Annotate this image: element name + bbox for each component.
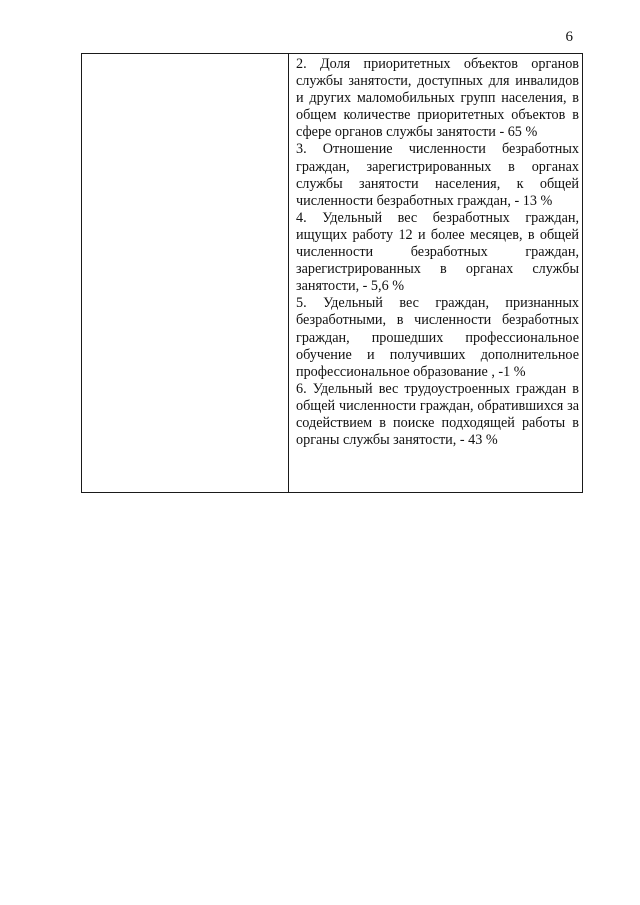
indicators-table [81, 53, 583, 493]
table-row [82, 54, 583, 493]
left-cell [82, 54, 289, 493]
indicator-list [289, 54, 582, 449]
page-number: 6 [565, 29, 573, 45]
indicator-item: 3. Отношение численности безработных граждан, зарегистрированных в органах службы занятости населения, к общей численности безработных граждан, - 13 % [296, 141, 579, 209]
indicator-item: 2. Доля приоритетных объектов органов службы занятости, доступных для инвалидов и других маломобильных групп населения, в общем количестве приоритетных объектов в сфере органов службы занятости - 65 % [296, 56, 579, 141]
indicator-item: 5. Удельный вес граждан, признанных безработными, в численности безработных граждан, прошедших профессиональное обучение и получивших дополнительное профессиональное образование , -1 % [296, 295, 579, 380]
indicator-item: 6. Удельный вес трудоустроенных граждан в общей численности граждан, обратившихся за содействием в поиске подходящей работы в органы службы занятости, - 43 % [296, 380, 579, 449]
indicator-item: 4. Удельный вес безработных граждан, ищущих работу 12 и более месяцев, в общей численности безработных граждан, зарегистрированных в органах службы занятости, - 5,6 % [296, 209, 579, 295]
right-cell [289, 54, 583, 493]
